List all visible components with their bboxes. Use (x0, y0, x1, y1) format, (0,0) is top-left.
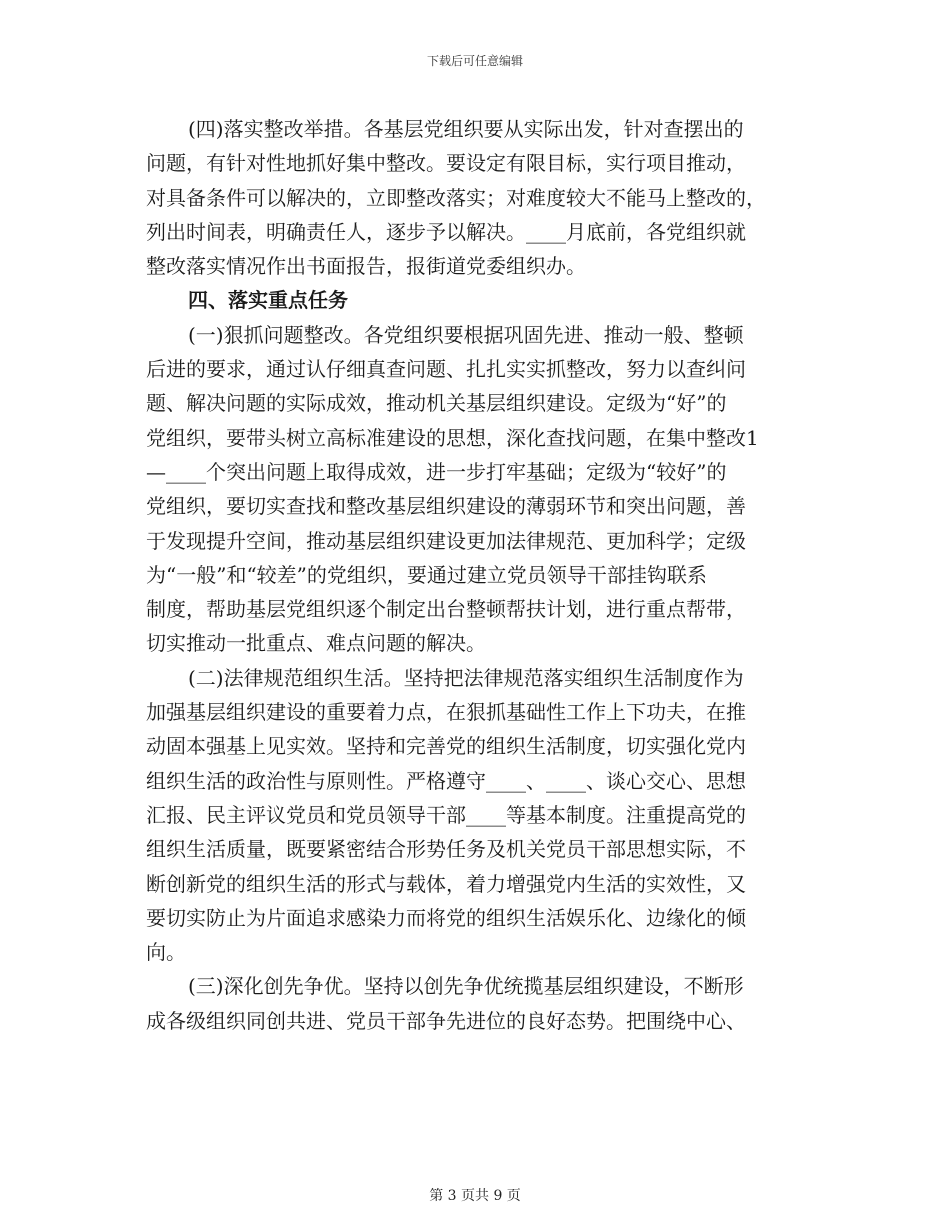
paragraph-line: 断创新党的组织生活的形式与载体，着力增强党内生活的实效性，又 (146, 871, 746, 896)
paragraph-line: 切实推动一批重点、难点问题的解决。 (146, 631, 486, 656)
paragraph-line: 向。 (146, 940, 186, 965)
paragraph-line: 为“一般”和“较差”的党组织，要通过建立党员领导干部挂钩联系 (146, 562, 707, 587)
page-number: 第 3 页共 9 页 (429, 1188, 521, 1204)
paragraph-line: 问题，有针对性地抓好集中整改。要设定有限目标，实行项目推动， (146, 151, 746, 176)
paragraph-line: 题、解决问题的实际成效，推动机关基层组织建设。定级为“好”的 (146, 391, 727, 416)
paragraph-line: 要切实防止为片面追求感染力而将党的组织生活娱乐化、边缘化的倾 (146, 905, 746, 930)
paragraph-line: 列出时间表，明确责任人，逐步予以解决。____月底前，各党组织就 (146, 219, 746, 244)
paragraph-line: 组织生活的政治性与原则性。严格遵守____、____、谈心交心、思想 (146, 768, 746, 793)
page-header: 下载后可任意编辑 (426, 54, 523, 68)
paragraph-line: 整改落实情况作出书面报告，报街道党委组织办。 (146, 254, 586, 279)
paragraph-line: 组织生活质量，既要紧密结合形势任务及机关党员干部思想实际，不 (146, 837, 746, 862)
paragraph-line: 加强基层组织建设的重要着力点，在狠抓基础性工作上下功夫，在推 (146, 700, 746, 725)
paragraph-line: —____个突出问题上取得成效，进一步打牢基础；定级为“较好”的 (146, 459, 727, 484)
paragraph-line: (二)法律规范组织生活。坚持把法律规范落实组织生活制度作为 (188, 665, 744, 690)
paragraph-line: (一)狠抓问题整改。各党组织要根据巩固先进、推动一般、整顿 (188, 322, 744, 347)
paragraph-line: 后进的要求，通过认仔细真查问题、扎扎实实抓整改，努力以查纠问 (146, 357, 746, 382)
paragraph-line: 动固本强基上见实效。坚持和完善党的组织生活制度，切实强化党内 (146, 734, 746, 759)
paragraph-line: 成各级组织同创共进、党员干部争先进位的良好态势。把围绕中心、 (146, 1008, 746, 1033)
document-body (146, 112, 806, 1038)
paragraph-line: (四)落实整改举措。各基层党组织要从实际出发，针对查摆出的 (188, 117, 744, 141)
paragraph-line: 党组织，要带头树立高标准建设的思想，深化查找问题，在集中整改1 (146, 425, 759, 450)
section-heading: 四、落实重点任务 (188, 288, 348, 313)
paragraph-line: (三)深化创先争优。坚持以创先争优统揽基层组织建设，不断形 (188, 974, 744, 999)
paragraph-line: 制度，帮助基层党组织逐个制定出台整顿帮扶计划，进行重点帮带， (146, 597, 746, 622)
paragraph-line: 对具备条件可以解决的，立即整改落实；对难度较大不能马上整改的， (146, 185, 766, 210)
paragraph-line: 党组织，要切实查找和整改基层组织建设的薄弱环节和突出问题，善 (146, 494, 746, 519)
paragraph-line: 汇报、民主评议党员和党员领导干部____等基本制度。注重提高党的 (146, 802, 746, 827)
paragraph-line: 于发现提升空间，推动基层组织建设更加法律规范、更加科学；定级 (146, 528, 746, 553)
